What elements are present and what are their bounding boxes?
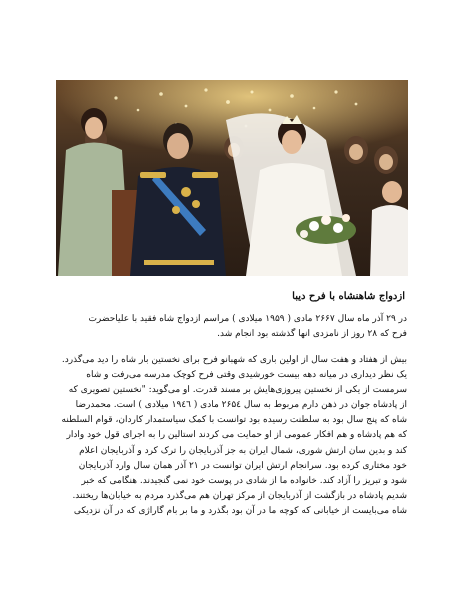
paragraph-line: در ۲۹ آذر ماه سال ۲۶۶۷ مادی ( ۱۹۵۹ میلادی ) مراسم ازدواج شاه فقید با علیاحضرت [88,314,407,324]
paragraph-line: کند و بدین سان ارتش شوری، شمال ایران به جز آذربایجان را ترک کرد و آذربایجان اعلام [79,445,407,456]
paragraph-line: فرح که ۲۸ روز از نامزدی انها گذشته بود انجام شد. [217,329,407,340]
wedding-photo-illustration [56,80,408,276]
paragraph-line: خود مختاری کرده بود. سرانجام ارتش ایران توانست در ۲۱ آذر همان سال وارد آذربایجان [78,460,407,471]
article-title: ازدواج شاهنشاه با فرح دیبا [292,291,405,302]
paragraph-line: یک نظر دیداری در میانه دهه بیست خورشیدی وقتی فرح کوچک مدرسه می‌رفت و شاه [86,370,407,381]
paragraph-line: شود و تبریز را آزاد کند. خانواده ما از شادی در پوست خود نمی گنجیدند. هنگامی که خبر [81,475,407,486]
paragraph-line: شدیم پادشاه در بازگشت از آذربایجان از مرکز تهران هم می‌گذرد مردم به خیابان‌ها ریختند. [72,490,407,501]
wedding-photo [56,80,408,276]
paragraph-line: از پادشاه جوان در ذهن دارم مربوط به سال ۲۶۵٤ مادی ( ۱۹٤٦ میلادی ) است. محمدرضا [75,400,407,411]
paragraph-intro [55,312,407,342]
paragraph-line: شاه می‌بایست از خیابانی که کوچه ما در آن بود بگذرد و ما بر بام گاراژی که در آن نزدیکی [73,505,407,516]
paragraph-line: شاه که پنج سال بود به سلطنت رسیده بود توانست با کمک سیاستمدار کاردان، قوام السلطنه [61,415,407,426]
paragraph-line: سرمست از یکی از نخستین پیروزی‌هایش بر مسند قدرت. او می‌گوید: "نخستین تصویری که [68,385,407,396]
paragraph-body [55,353,407,519]
paragraph-line: که هم پادشاه و هم افکار عمومی از او حمایت می کردند استالین را به اجرای قول خود وادار [66,430,407,441]
paragraph-line: بیش از هفتاد و هفت سال از اولین باری که شهبانو فرح برای نخستین بار شاه را دید می‌گذرد. [61,355,407,365]
